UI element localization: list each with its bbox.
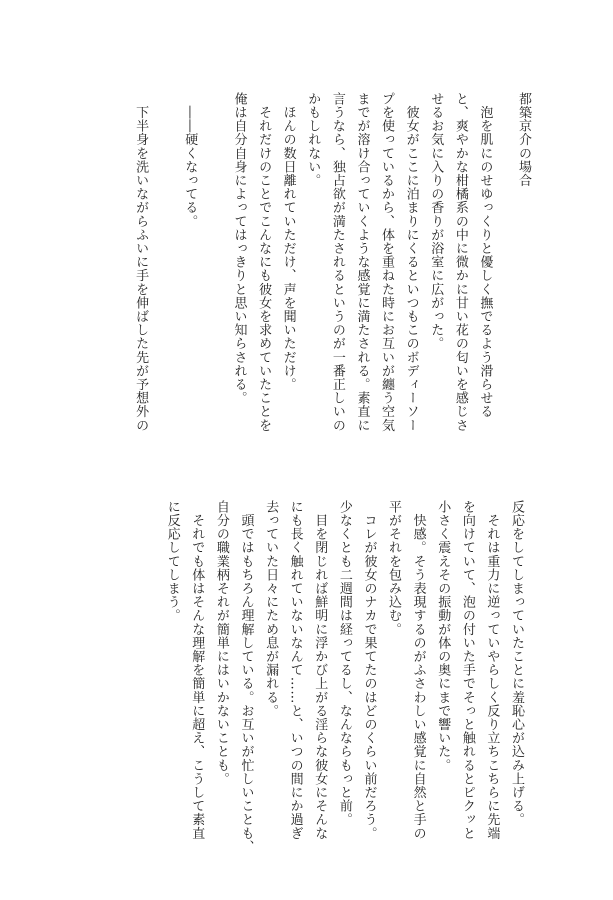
blank-line xyxy=(152,92,177,432)
text-line: かもしれない。 xyxy=(305,92,321,188)
text-line: を向けていて、泡の付いた手でそっと触れるとピクッと xyxy=(459,500,475,840)
text-line: 平がそれを包み込む。 xyxy=(386,500,402,636)
blank-line xyxy=(201,92,226,432)
text-line: 言うなら、独占欲が満たされるというのが一番正しいの xyxy=(329,92,345,432)
text-line: 去っていた日々にため息が漏れる。 xyxy=(263,500,279,718)
text-line: ほんの数日離れていただけ、声を聞いただけ。 xyxy=(280,92,296,392)
text-line: 自分の職業柄それが簡単にはいかないことも。 xyxy=(213,500,229,786)
text-line: 少なくとも二週間は経ってるし、なんならもっと前。 xyxy=(336,500,352,827)
text-line: プを使っているから、体を重ねた時にお互いが纏う空気 xyxy=(379,92,395,432)
text-line: 泡を肌にのせゆっくりと優しく撫でるよう滑らせる xyxy=(477,92,493,419)
text-line: それだけのことでこんなにも彼女を求めていたことを xyxy=(256,92,272,432)
text-line: 俺は自分自身によってはっきりと思い知らされる。 xyxy=(231,92,247,405)
text-line: ――硬くなってる。 xyxy=(182,92,198,228)
text-line: せるお気に入りの香りが浴室に広がった。 xyxy=(428,92,444,351)
text-line: 反応をしてしまっていたことに羞恥心が込み上げる。 xyxy=(509,500,524,827)
text-line: 小さく震えその振動が体の奥にまで響いた。 xyxy=(435,500,451,772)
text-line: 下半身を洗いながらふいに手を伸ばした先が予想外の xyxy=(133,92,149,432)
lower-text-block xyxy=(159,500,528,860)
text-line: までが溶け合っていくような感覚に満たされる。素直に xyxy=(354,92,370,432)
text-line: と、爽やかな柑橘系の中に微かに甘い花の匂いを感じさ xyxy=(452,92,468,432)
section-title: 都築京介の場合 xyxy=(516,92,531,188)
text-line: コレが彼女のナカで果てたのはどのくらい前だろう。 xyxy=(361,500,377,840)
text-line: 彼女がここに泊まりにくるといつもこのボディーソー xyxy=(403,92,419,432)
text-line: に反応してしまう。 xyxy=(164,500,180,623)
text-line: にも長く触れていないなんて……と、いつの間にか過ぎ xyxy=(287,500,303,840)
text-line: それは重力に逆っていやらしく反り立ちこちらに先端 xyxy=(484,500,500,840)
text-line: それでも体はそんな理解を簡単に超え、こうして素直 xyxy=(189,500,205,840)
upper-text-block xyxy=(128,92,536,432)
text-line: 快感。そう表現するのがふさわしい感覚に自然と手の xyxy=(410,500,426,840)
text-line: 頭ではもちろん理解している。お互いが忙しいことも、 xyxy=(238,500,254,854)
text-line: 目を閉じれば鮮明に浮かび上がる淫らな彼女にそんな xyxy=(312,500,328,840)
